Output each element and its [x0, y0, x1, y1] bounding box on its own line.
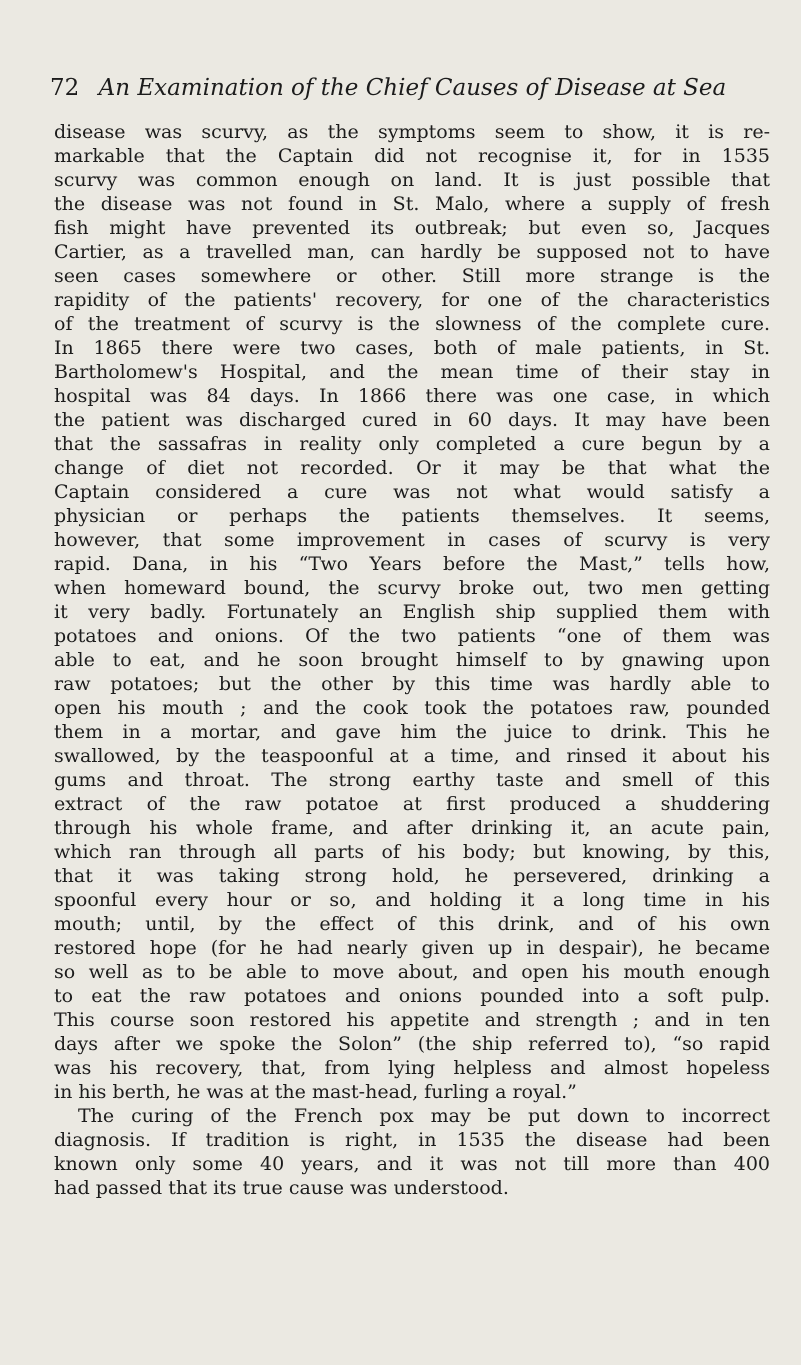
text-line: disease was scurvy, as the symptoms seem to show, it is re- — [54, 121, 770, 143]
text-line: scurvy was common enough on land. It is just possible that — [54, 169, 770, 191]
text-line: that the sassafras in reality only completed a cure begun by a — [54, 433, 770, 455]
text-line: known only some 40 years, and it was not till more than 400 — [54, 1153, 770, 1175]
text-line: through his whole frame, and after drinking it, an acute pain, — [54, 817, 770, 839]
text-line: able to eat, and he soon brought himself to by gnawing upon — [54, 649, 770, 671]
text-line: This course soon restored his appetite and strength ; and in ten — [54, 1009, 770, 1031]
text-line: extract of the raw potatoe at first produced a shuddering — [54, 793, 770, 815]
text-line: which ran through all parts of his body; but knowing, by this, — [54, 841, 770, 863]
text-line: mouth; until, by the effect of this drink, and of his own — [54, 913, 770, 935]
text-line: physician or perhaps the patients themselves. It seems, — [54, 505, 770, 527]
text-line: seen cases somewhere or other. Still more strange is the — [54, 265, 770, 287]
text-line: In 1865 there were two cases, both of male patients, in St. — [54, 337, 770, 359]
running-title: An Examination of the Chief Causes of Disease at Sea — [98, 75, 727, 101]
text-line: however, that some improvement in cases of scurvy is very — [54, 529, 770, 551]
text-line: hospital was 84 days. In 1866 there was one case, in which — [54, 385, 770, 407]
body-text — [54, 120, 770, 1200]
text-line: rapidity of the patients' recovery, for one of the characteristics — [54, 289, 770, 311]
text-line: spoonful every hour or so, and holding it a long time in his — [54, 889, 770, 911]
running-head — [50, 72, 750, 104]
text-line: Captain considered a cure was not what would satisfy a — [54, 481, 770, 503]
text-line: it very badly. Fortunately an English ship supplied them with — [54, 601, 770, 623]
text-line: when homeward bound, the scurvy broke out, two men getting — [54, 577, 770, 599]
text-line: rapid. Dana, in his “Two Years before the Mast,” tells how, — [54, 553, 770, 575]
text-line: had passed that its true cause was understood. — [54, 1177, 509, 1199]
text-line: change of diet not recorded. Or it may be that what the — [54, 457, 770, 479]
text-line: the disease was not found in St. Malo, where a supply of fresh — [54, 193, 770, 215]
text-line: in his berth, he was at the mast-head, furling a royal.” — [54, 1081, 577, 1103]
text-line: to eat the raw potatoes and onions pounded into a soft pulp. — [54, 985, 770, 1007]
text-line: raw potatoes; but the other by this time was hardly able to — [54, 673, 770, 695]
text-line: was his recovery, that, from lying helpless and almost hopeless — [54, 1057, 770, 1079]
text-line: The curing of the French pox may be put down to incorrect — [78, 1105, 770, 1127]
text-line: them in a mortar, and gave him the juice to drink. This he — [54, 721, 770, 743]
page-number: 72 — [50, 75, 80, 101]
text-line: restored hope (for he had nearly given up in despair), he became — [54, 937, 770, 959]
text-line: that it was taking strong hold, he persevered, drinking a — [54, 865, 770, 887]
text-line: swallowed, by the teaspoonful at a time, and rinsed it about his — [54, 745, 770, 767]
text-line: Cartier, as a travelled man, can hardly be supposed not to have — [54, 241, 770, 263]
text-line: days after we spoke the Solon” (the ship referred to), “so rapid — [54, 1033, 770, 1055]
text-line: the patient was discharged cured in 60 days. It may have been — [54, 409, 770, 431]
text-line: of the treatment of scurvy is the slowness of the complete cure. — [54, 313, 770, 335]
text-line: gums and throat. The strong earthy taste and smell of this — [54, 769, 770, 791]
text-line: potatoes and onions. Of the two patients “one of them was — [54, 625, 770, 647]
text-line: diagnosis. If tradition is right, in 1535 the disease had been — [54, 1129, 770, 1151]
text-line: Bartholomew's Hospital, and the mean time of their stay in — [54, 361, 770, 383]
text-line: so well as to be able to move about, and open his mouth enough — [54, 961, 770, 983]
text-line: open his mouth ; and the cook took the potatoes raw, pounded — [54, 697, 770, 719]
text-line: markable that the Captain did not recognise it, for in 1535 — [54, 145, 770, 167]
text-line: fish might have prevented its outbreak; but even so, Jacques — [54, 217, 770, 239]
